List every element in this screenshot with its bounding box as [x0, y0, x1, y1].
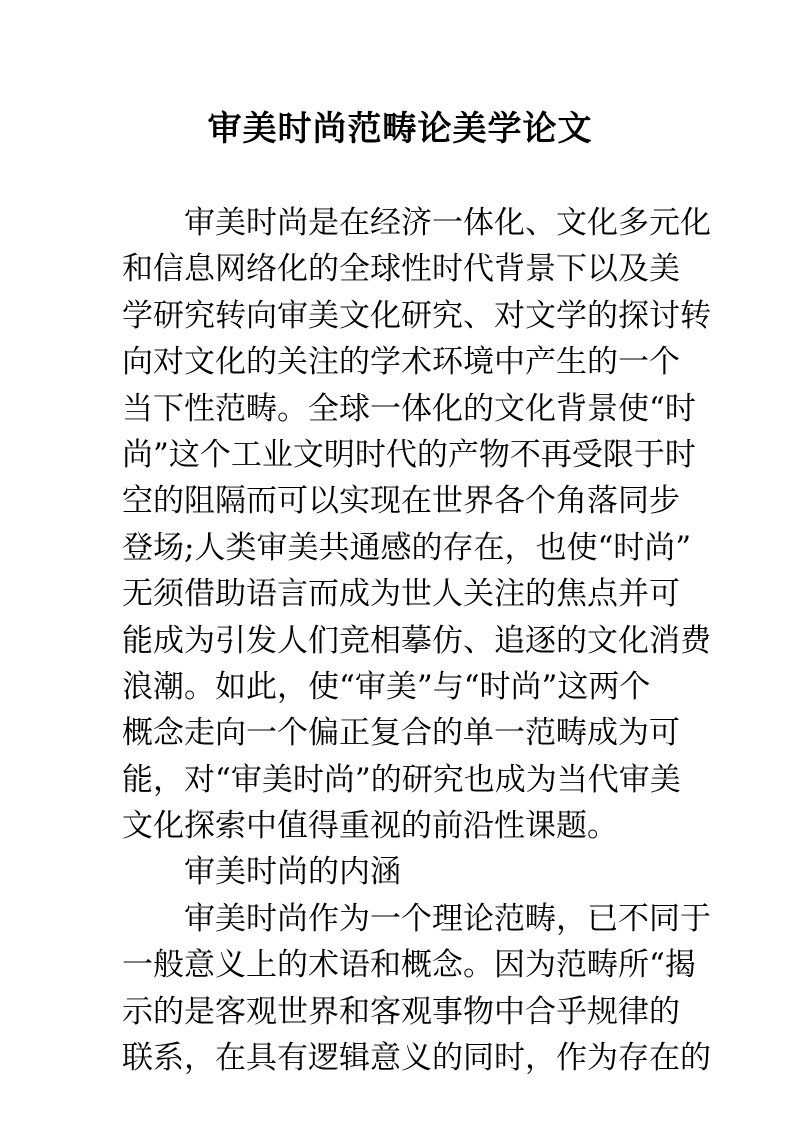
paragraph-line: 当下性范畴。全球一体化的文化背景使“时 — [122, 390, 696, 427]
section-heading: 审美时尚的内涵 — [184, 854, 401, 891]
paragraph-line: 能，对“审美时尚”的研究也成为当代审美 — [122, 761, 681, 798]
paragraph-line: 尚”这个工业文明时代的产物不再受限于时 — [122, 436, 696, 473]
document-title: 审美时尚范畴论美学论文 — [207, 109, 593, 149]
paragraph-line: 概念走向一个偏正复合的单一范畴成为可 — [122, 715, 680, 752]
paragraph-line: 审美时尚作为一个理论范畴，已不同于 — [184, 900, 711, 937]
paragraph-line: 审美时尚是在经济一体化、文化多元化 — [184, 205, 711, 241]
paragraph-line: 示的是客观世界和客观事物中合乎规律的 — [122, 993, 680, 1030]
paragraph-line: 文化探索中值得重视的前沿性课题。 — [122, 808, 618, 845]
paragraph-line: 向对文化的关注的学术环境中产生的一个 — [122, 344, 680, 381]
paragraph-line: 无须借助语言而成为世人关注的焦点并可 — [122, 576, 680, 613]
document-body — [122, 200, 711, 1081]
paragraph-line: 登场;人类审美共通感的存在，也使“时尚” — [122, 529, 692, 566]
paragraph-line: 能成为引发人们竞相摹仿、追逐的文化消费 — [122, 622, 711, 659]
paragraph-line: 联系，在具有逻辑意义的同时，作为存在的 — [122, 1040, 711, 1077]
paragraph-line: 和信息网络化的全球性时代背景下以及美 — [122, 251, 680, 288]
paragraph-line: 学研究转向审美文化研究、对文学的探讨转 — [122, 297, 711, 334]
paragraph-line: 一般意义上的术语和概念。因为范畴所“揭 — [122, 947, 696, 984]
paragraph-line: 浪潮。如此，使“审美”与“时尚”这两个 — [122, 668, 651, 705]
paragraph-line: 空的阻隔而可以实现在世界各个角落同步 — [122, 483, 680, 520]
